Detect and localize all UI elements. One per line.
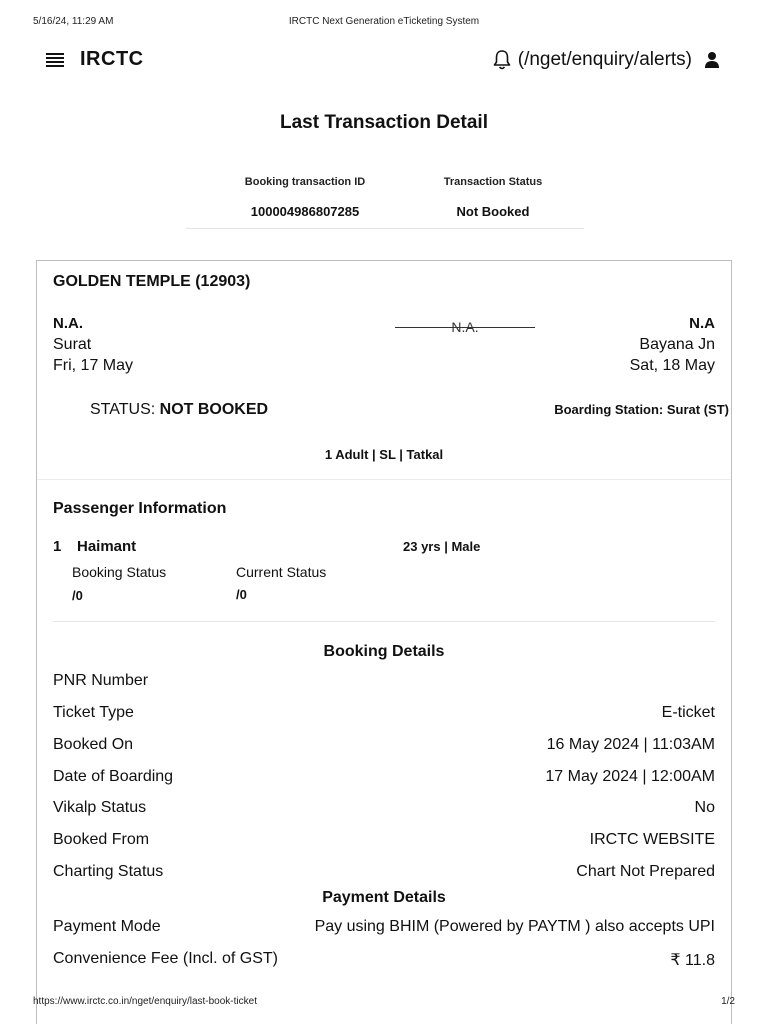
payment-details-title: Payment Details: [322, 889, 446, 906]
arrival-date: Sat, 18 May: [629, 357, 715, 374]
transaction-status-value: Not Booked: [456, 204, 530, 219]
vikalp-status-label: Vikalp Status: [53, 799, 147, 816]
vikalp-status-value: No: [694, 799, 715, 816]
page-title: Last Transaction Detail: [279, 112, 488, 133]
journey-duration: N.A.: [451, 319, 479, 335]
charting-status-label: Charting Status: [53, 863, 164, 880]
convenience-fee-label: Convenience Fee (Incl. of GST): [53, 950, 278, 967]
departure-station: Surat: [53, 336, 92, 353]
transaction-status-column: [414, 176, 572, 219]
booking-details-title: Booking Details: [323, 643, 445, 660]
booking-status-value: NOT BOOKED: [159, 401, 269, 418]
alerts-link[interactable]: (/nget/enquiry/alerts): [517, 49, 692, 70]
payment-mode-label: Payment Mode: [53, 918, 161, 935]
passenger-booking-status-value: /0: [72, 588, 83, 603]
print-datetime: 5/16/24, 11:29 AM: [33, 16, 114, 27]
arrival-station: Bayana Jn: [639, 336, 715, 353]
print-url: https://www.irctc.co.in/nget/enquiry/last-book-ticket: [33, 996, 257, 1007]
booked-on-value: 16 May 2024 | 11:03AM: [546, 736, 715, 753]
transaction-id-value: 100004986807285: [250, 204, 360, 219]
arrival-time: N.A: [689, 315, 715, 332]
booking-status-label: STATUS:: [90, 401, 156, 418]
passenger-current-status-value: /0: [236, 587, 247, 602]
booked-from-value: IRCTC WEBSITE: [589, 831, 715, 848]
ticket-type-value: E-ticket: [661, 704, 715, 721]
passenger-number: 1: [53, 538, 62, 555]
date-of-boarding-label: Date of Boarding: [53, 768, 174, 785]
departure-date: Fri, 17 May: [53, 357, 134, 374]
boarding-station: Boarding Station: Surat (ST): [554, 402, 729, 417]
booking-card: [36, 260, 732, 1024]
charting-status-value: Chart Not Prepared: [576, 863, 715, 880]
brand-logo-text[interactable]: IRCTC: [80, 48, 144, 70]
transaction-status-label: Transaction Status: [443, 176, 543, 188]
transaction-id-label: Booking transaction ID: [244, 176, 366, 188]
payment-mode-value: Pay using BHIM (Powered by PAYTM ) also accepts UPI: [314, 918, 715, 935]
divider: [37, 479, 731, 480]
transaction-summary: [186, 176, 584, 229]
train-name: GOLDEN TEMPLE (12903): [53, 273, 251, 290]
bell-icon[interactable]: [492, 49, 512, 71]
passenger-name: Haimant: [77, 538, 137, 555]
booked-from-label: Booked From: [53, 831, 150, 848]
top-navbar: [44, 44, 720, 76]
pnr-number-label: PNR Number: [53, 672, 149, 689]
print-footer: [33, 996, 735, 1010]
passenger-booking-status-label: Booking Status: [72, 564, 167, 580]
passenger-current-status-label: Current Status: [236, 564, 327, 580]
passenger-info-title: Passenger Information: [53, 500, 227, 517]
passenger-class-quota: 1 Adult | SL | Tatkal: [324, 447, 444, 462]
header-tools: [492, 48, 720, 72]
menu-icon[interactable]: [46, 53, 64, 67]
user-icon[interactable]: [704, 51, 720, 69]
booking-status: [90, 401, 268, 419]
print-page-title: IRCTC Next Generation eTicketing System: [288, 16, 480, 27]
passenger-age-gender: 23 yrs | Male: [403, 539, 481, 554]
print-header: [33, 16, 735, 30]
divider: [53, 621, 715, 622]
convenience-fee-value: ₹ 11.8: [670, 952, 715, 969]
ticket-type-label: Ticket Type: [53, 704, 134, 721]
print-page-number: 1/2: [721, 996, 735, 1007]
transaction-id-column: [216, 176, 394, 219]
departure-time: N.A.: [53, 315, 83, 332]
booked-on-label: Booked On: [53, 736, 134, 753]
date-of-boarding-value: 17 May 2024 | 12:00AM: [545, 768, 715, 785]
